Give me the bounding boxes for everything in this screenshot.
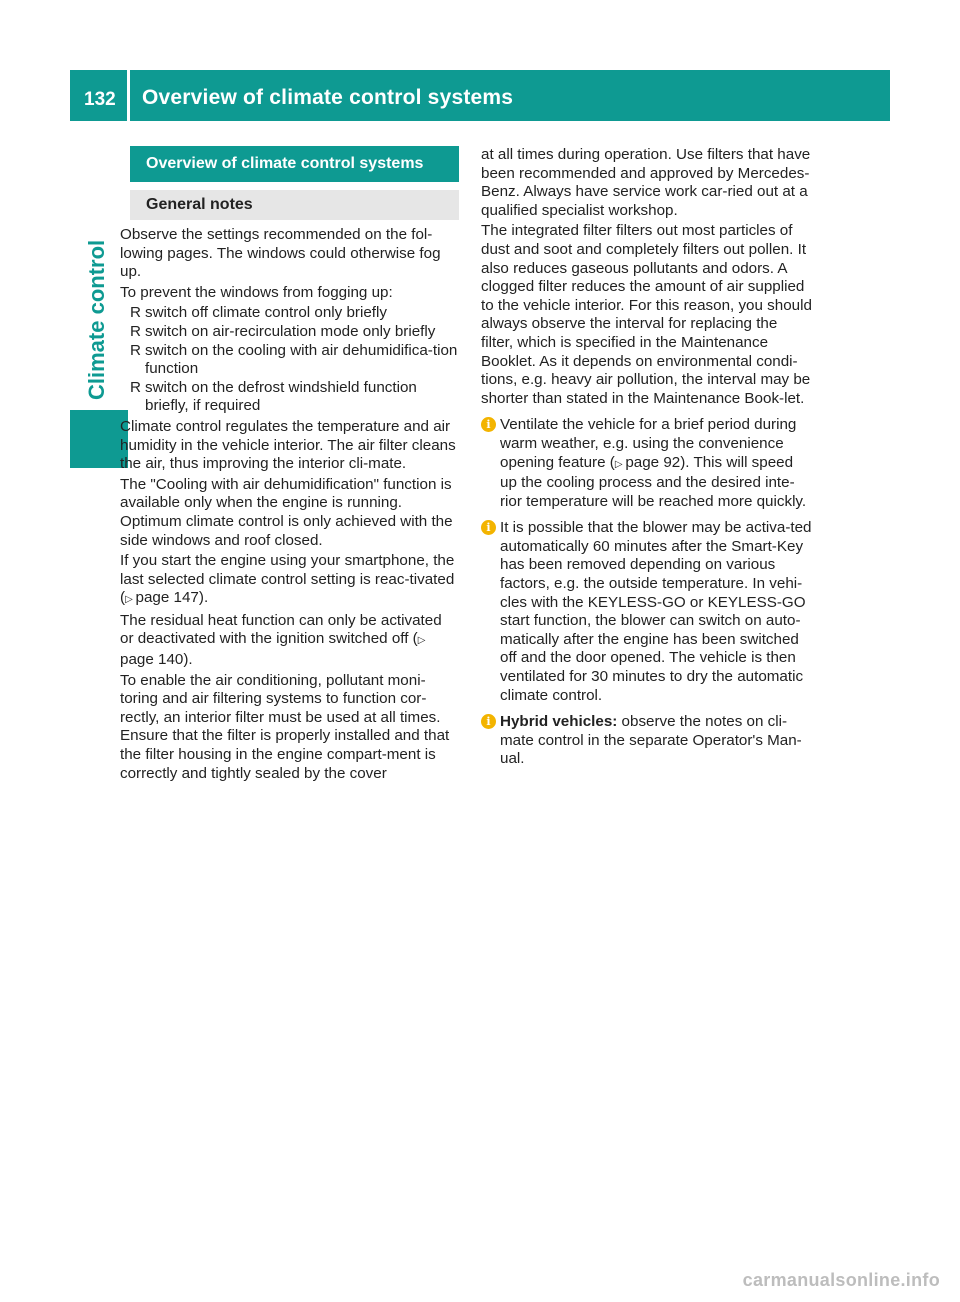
right-column [481, 146, 812, 769]
paragraph-filter-continued: at all times during operation. Use filters that have been recommended and approved by Mercedes-Benz. Always have service work car-ried out at a qualified specialist workshop. [481, 146, 811, 219]
ref-arrow-icon: ▷ [614, 458, 626, 470]
note-text: observe the notes on cli-mate control in the separate Operator's Man-ual. [500, 713, 802, 768]
left-column [120, 146, 459, 785]
info-icon: i [481, 714, 496, 729]
bullet-icon: R [130, 322, 141, 340]
note-text: It is possible that the blower may be activa-ted automatically 60 minutes after the Smart-Key has been removed depending on various factors, e.g. the outside temperature. In vehi-cles with the KEYLESS-GO or KEYLESS-GO start function, the blower can switch on auto-matically after the engine has been switched off and the door opened. The vehicle is then ventilated for 30 minutes to dry the automatic climate control. [500, 519, 812, 704]
page-ref-link[interactable]: page 147 [135, 589, 199, 607]
header-divider [127, 70, 130, 121]
list-item: R switch on the cooling with air dehumidifica-tion function [130, 341, 458, 378]
list-item: R switch off climate control only briefly [130, 304, 387, 322]
page-ref-link[interactable]: page 92 [625, 453, 681, 471]
bullet-icon: R [130, 341, 141, 359]
bullet-list [120, 304, 459, 416]
list-item: R switch on air-recirculation mode only briefly [130, 322, 436, 340]
list-item: R switch on the defrost windshield function briefly, if required [130, 378, 417, 415]
paragraph-integrated-filter: The integrated filter filters out most particles of dust and soot and completely filters out pollen. It also reduces gaseous pollutants and odors. A clogged filter reduces the amount of air supplied to the vehicle interior. For this reason, you should always observe the interval for replacing the filter, which is specified in the Maintenance Booklet. As it depends on environmental condi-tions, e.g. heavy air pollution, the interval may be shorter than stated in the Maintenance Book-let. [481, 222, 812, 407]
ref-arrow-icon: ▷ [125, 594, 136, 606]
info-note: i Ventilate the vehicle for a brief period during warm weather, e.g. using the convenience opening feature (▷ page 92). This will speed up the cooling process and the desired inte-rior temperature will be reached more quickly. [481, 416, 812, 511]
info-icon: i [481, 417, 496, 432]
info-icon: i [481, 520, 496, 535]
paragraph-climate-control: Climate control regulates the temperature and air humidity in the vehicle interior. The air filter cleans the air, thus improving the interior cli-mate. [120, 417, 456, 473]
page-ref-link[interactable]: page 140 [120, 651, 184, 669]
info-note [481, 713, 812, 769]
intro-paragraph: Observe the settings recommended on the fol-lowing pages. The windows could otherwise fog up. [120, 226, 441, 281]
paragraph-filter: To enable the air conditioning, pollutant moni-toring and air filtering systems to function cor-rectly, an interior filter must be used at all times. Ensure that the filter is properly installed and that the filter housing in the engine compart-ment is correctly and tightly sealed by the cover [120, 671, 450, 782]
watermark: carmanualsonline.info [742, 1270, 940, 1290]
prevent-intro: To prevent the windows from fogging up: [120, 283, 393, 301]
sub-heading: General notes [130, 190, 459, 220]
bullet-icon: R [130, 304, 141, 322]
side-tab-label: Climate control [84, 239, 109, 400]
section-heading: Overview of climate control systems [130, 146, 459, 182]
paragraph-residual-heat: The residual heat function can only be activated or deactivated with the ignition switched off (▷ page 140). [120, 611, 442, 669]
note-label: Hybrid vehicles: [500, 713, 618, 731]
info-note [481, 519, 812, 705]
page-number: 132 [84, 89, 116, 110]
paragraph-smartphone: If you start the engine using your smartphone, the last selected climate control setting is reac-tivated (▷ page 147). [120, 552, 455, 607]
paragraph-cooling: The "Cooling with air dehumidification" function is available only when the engine is running. Optimum climate control is only achieved with the side windows and roof closed. [120, 475, 453, 549]
bullet-icon: R [130, 378, 141, 396]
ref-arrow-icon: ▷ [417, 635, 426, 647]
page-title: Overview of climate control systems [142, 86, 514, 109]
